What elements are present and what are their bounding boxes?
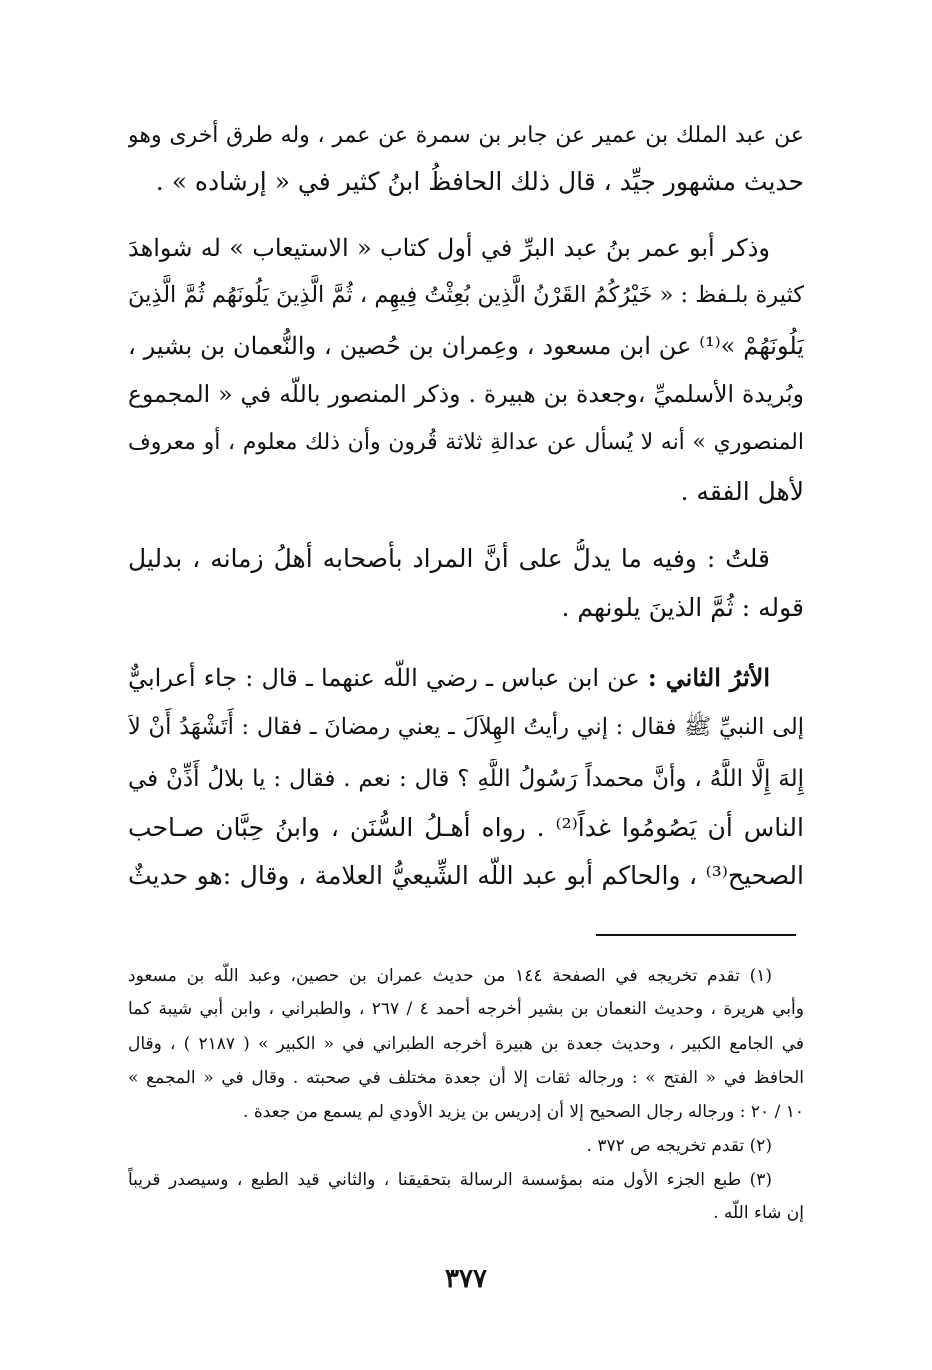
footnote-separator xyxy=(596,934,796,936)
paragraph-2-line-5: المنصوري » أنه لا يُسأل عن عدالةِ ثلاثة قُرون وأن ذلك معلوم ، أو معروف xyxy=(128,430,804,455)
paragraph-2-line-4: وبُريدة الأسلميِّ ،وجعدة بن هبيرة . وذكر المنصور باللّه في « المجموع xyxy=(128,380,804,408)
footnote-1-line-2: وأبي هريرة ، وحديث النعمان بن بشير أخرجه أحمد ٤ / ٢٦٧ ، والطبراني ، وابن أبي شيبة كما xyxy=(128,999,804,1019)
paragraph-2-line-6: لأهل الفقه . xyxy=(680,477,804,506)
paragraph-3-line-1: قلتُ : وفيه ما يدلُّ على أنَّ المراد بأصحابه أهلُ زمانه ، بدليل xyxy=(128,544,770,573)
paragraph-2-line-3: يَلُونَهُمْ »⁽¹⁾ عن ابن مسعود ، وعِمران بن حُصين ، والنُّعمان بن بشير ، xyxy=(128,332,804,360)
paragraph-1-line-1: عن عبد الملك بن عمير عن جابر بن سمرة عن عمر ، وله طرق أخرى وهو xyxy=(128,123,804,148)
footnote-1-line-1: (١) تقدم تخريجه في الصفحة ١٤٤ من حديث عمران بن حصين، وعبد اللّه بن مسعود xyxy=(128,966,772,986)
paragraph-4-line-1 xyxy=(128,658,770,702)
footnote-1-line-5: ١٠ / ٢٠ : ورجاله رجال الصحيح إلا أن إدريس بن يزيد الأودي لم يسمع من جعدة . xyxy=(243,1102,804,1122)
paragraph-4-line-1-text: عن ابن عباس ـ رضي اللّه عنهما ـ قال : جاء أعرابيٌّ xyxy=(128,664,640,692)
paragraph-1-line-2: حديث مشهور جيِّد ، قال ذلك الحافظُ ابنُ كثير في « إرشاده » . xyxy=(155,167,804,196)
page-number: ٣٧٧ xyxy=(445,1264,487,1294)
paragraph-4-line-4: الناس أن يَصُومُوا غداً⁽²⁾ . رواه أهـلُ السُّنَن ، وابنُ حِبَّان صـاحب xyxy=(128,813,804,842)
footnote-1-line-3: في الجامع الكبير ، وحديث جعدة بن هبيرة أخرجه الطبراني في « الكبير » ( ٢١٨٧ ) ، وقال xyxy=(128,1034,804,1054)
paragraph-4-line-2: إلى النبيِّ ﷺ فقال : إني رأيتُ الهِلاَلَ ـ يعني رمضانَ ـ فقال : أَتَشْهَدُ أَنْ لاَ xyxy=(128,714,804,740)
paragraph-4-line-3: إِلهَ إِلَّا اللَّهُ ، وأنَّ محمداً رَسُولُ اللَّهِ ؟ قال : نعم . فقال : يا بلالُ أَذِّنْ في xyxy=(128,766,804,792)
footnote-1-line-4: الحافظ في « الفتح » : ورجاله ثقات إلا أن جعدة مختلف في صحبته . وقال في « المجمع » xyxy=(128,1068,804,1088)
paragraph-2-line-2: كثيرة بلـفظ : « خَيْرُكُمُ القَرْنُ الَّذِين بُعِثْتُ فِيهِم ، ثُمَّ الَّذِينَ يَلُونَهُم ثُمَّ الَّذِينَ xyxy=(128,282,804,308)
paragraph-4-line-5: الصحيح⁽³⁾ ، والحاكم أبو عبد اللّه الشِّيعيُّ العلامة ، وقال :هو حديثٌ xyxy=(128,861,804,890)
footnote-3-line-2: إن شاء اللّه . xyxy=(713,1203,804,1223)
paragraph-3-line-2: قوله : ثُمَّ الذينَ يلونهم . xyxy=(561,593,804,622)
footnote-2: (٢) تقدم تخريجه ص ٣٧٢ . xyxy=(586,1136,772,1156)
paragraph-2-line-1: وذكر أبو عمر بنُ عبد البرِّ في أول كتاب « الاستيعاب » له شواهدَ xyxy=(128,234,770,262)
section-heading: الأثرُ الثاني : xyxy=(647,663,770,692)
footnote-3-line-1: (٣) طبع الجزء الأول منه بمؤسسة الرسالة بتحقيقنا ، والثاني قيد الطبع ، وسيصدر قريباً xyxy=(128,1170,772,1190)
